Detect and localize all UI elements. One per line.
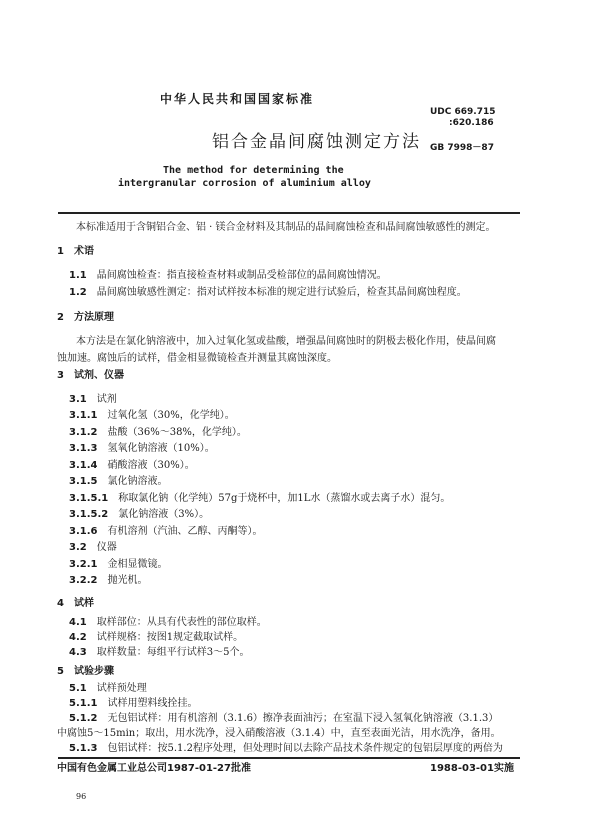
clause: 3.1.6 有机溶剂（汽油、乙醇、丙酮等）。 (69, 526, 263, 537)
udc-code-line2: :620.186 (449, 118, 494, 128)
section-heading: 4 试样 (57, 598, 94, 609)
clause: 3.1.1 过氧化氢（30%，化学纯）。 (69, 410, 235, 421)
clause: 4.2 试样规格：按图1规定截取试样。 (69, 632, 244, 643)
paragraph-line: 中腐蚀5～15min；取出，用水洗净，浸入硝酸溶液（3.1.4）中，直至表面光洁，用水洗净，备用。 (57, 728, 501, 739)
clause: 5.1.2 无包铝试样：用有机溶剂（3.1.6）擦净表面油污；在室温下浸入氢氧化钠溶液（3.1.3） (69, 713, 499, 724)
clause: 5.1 试样预处理 (69, 683, 147, 694)
clause: 5.1.3 包铝试样：按5.1.2程序处理，但处理时间以去除产品技术条件规定的包铝层厚度的两倍为 (69, 743, 503, 754)
clause: 3.2.2 抛光机。 (69, 575, 148, 586)
footer-divider (58, 757, 520, 759)
clause: 3.1.2 盐酸（36%～38%，化学纯）。 (69, 427, 247, 438)
clause: 3.1.5.2 氯化钠溶液（3%）。 (69, 509, 210, 520)
english-title-line2: intergranular corrosion of aluminium alloy (118, 178, 371, 189)
effective-date: 1988-03-01实施 (430, 763, 514, 774)
clause: 3.1.4 硝酸溶液（30%）。 (69, 460, 195, 471)
header-divider (58, 212, 520, 214)
clause: 1.1 晶间腐蚀检查：指直接检查材料或制品受检部位的晶间腐蚀情况。 (69, 270, 387, 281)
clause: 5.1.1 试样用塑料线拴挂。 (69, 698, 198, 709)
paragraph-line: 本方法是在氯化钠溶液中，加入过氧化氢或盐酸，增强晶间腐蚀时的阴极去极化作用，使晶间腐 (76, 336, 496, 347)
national-standard-label: 中华人民共和国国家标准 (160, 92, 315, 106)
section-heading: 5 试验步骤 (57, 666, 114, 677)
scope-paragraph: 本标准适用于含铜铝合金、铝 · 镁合金材料及其制品的晶间腐蚀检查和晶间腐蚀敏感性的测定。 (76, 222, 496, 233)
section-heading: 2 方法原理 (57, 312, 114, 323)
udc-code-line1: UDC 669.715 (430, 107, 496, 117)
page-number: 96 (76, 792, 87, 801)
document-title: 铝合金晶间腐蚀测定方法 (212, 132, 421, 152)
approval-text: 中国有色金属工业总公司1987-01-27批准 (57, 763, 251, 774)
section-heading: 3 试剂、仪器 (57, 370, 124, 381)
clause: 1.2 晶间腐蚀敏感性测定：指对试样按本标准的规定进行试验后，检查其晶间腐蚀程度。 (69, 287, 467, 298)
clause: 4.1 取样部位：从具有代表性的部位取样。 (69, 617, 267, 628)
english-title-line1: The method for determining the (163, 165, 344, 176)
clause: 3.1 试剂 (69, 394, 117, 405)
section-heading: 1 术语 (57, 246, 94, 257)
clause: 3.2.1 金相显微镜。 (69, 559, 168, 570)
standard-code: GB 7998－87 (430, 143, 494, 153)
clause: 4.3 取样数量：每组平行试样3～5个。 (69, 647, 250, 658)
clause: 3.1.5.1 称取氯化钠（化学纯）57g于烧杯中，加1L水（蒸馏水或去离子水）混匀。 (69, 493, 451, 504)
paragraph-line: 蚀加速。腐蚀后的试样，借金相显微镜检查并测量其腐蚀深度。 (57, 353, 337, 364)
clause: 3.1.3 氢氧化钠溶液（10%）。 (69, 443, 215, 454)
clause: 3.2 仪器 (69, 542, 117, 553)
clause: 3.1.5 氯化钠溶液。 (69, 476, 168, 487)
